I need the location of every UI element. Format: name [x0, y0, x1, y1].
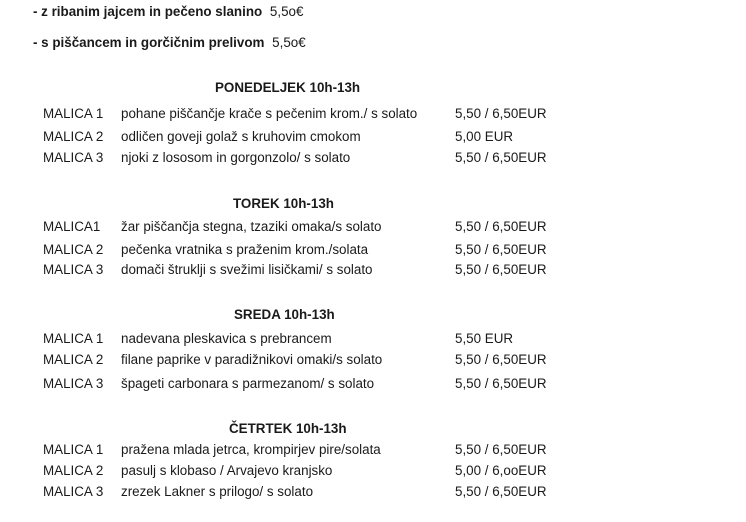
menu-dish: pražena mlada jetrca, krompirjev pire/solata: [121, 442, 381, 457]
menu-dish: nadevana pleskavica s prebrancem: [121, 331, 332, 346]
menu-label: MALICA 3: [43, 262, 104, 277]
menu-label: MALICA 2: [43, 463, 104, 478]
menu-dish: filane paprike v paradižnikovi omaki/s solato: [121, 352, 383, 367]
day-title-monday: PONEDELJEK 10h-13h: [215, 80, 361, 95]
menu-price: 5,50 / 6,50EUR: [455, 376, 547, 391]
menu-label: MALICA 3: [43, 484, 104, 499]
menu-dish: pohane piščančje krače s pečenim krom./ s solato: [121, 106, 418, 121]
day-title-thursday: ČETRTEK 10h-13h: [229, 421, 347, 436]
menu-price: 5,50 / 6,50EUR: [455, 352, 547, 367]
day-title-wednesday: SREDA 10h-13h: [234, 307, 335, 322]
menu-price: 5,50 / 6,50EUR: [455, 106, 547, 121]
menu-dish: odličen goveji golaž s kruhovim cmokom: [121, 129, 361, 144]
menu-price: 5,50 / 6,50EUR: [455, 442, 547, 457]
menu-label: MALICA 1: [43, 106, 104, 121]
menu-dish: pasulj s klobaso / Arvajevo kranjsko: [121, 463, 333, 478]
menu-dish: žar piščančja stegna, tzaziki omaka/s solato: [121, 219, 382, 234]
menu-label: MALICA 1: [43, 442, 104, 457]
menu-price: 5,50 / 6,50EUR: [455, 262, 547, 277]
menu-price: 5,50 / 6,50EUR: [455, 150, 547, 165]
menu-price: 5,50 / 6,50EUR: [455, 484, 547, 499]
menu-label: MALICA 2: [43, 129, 104, 144]
menu-price: 5,50 / 6,50EUR: [455, 242, 547, 257]
menu-label: MALICA 2: [43, 242, 104, 257]
menu-price: 5,00 EUR: [455, 129, 514, 144]
menu-label: MALICA 2: [43, 352, 104, 367]
menu-dish: domači štruklji s svežimi lisičkami/ s solato: [121, 262, 373, 277]
intro-dish-price: 5,5o€: [272, 35, 306, 50]
intro-dish-price: 5,5o€: [269, 4, 304, 19]
intro-line-1: [33, 4, 303, 19]
intro-line-2: [33, 35, 306, 50]
menu-label: MALICA 1: [43, 331, 104, 346]
intro-dish-name: - z ribanim jajcem in pečeno slanino: [33, 4, 263, 19]
menu-price: 5,50 / 6,50EUR: [455, 219, 547, 234]
menu-price: 5,50 EUR: [455, 331, 514, 346]
day-title-tuesday: TOREK 10h-13h: [233, 196, 334, 211]
intro-dish-name: - s piščancem in gorčičnim prelivom: [33, 35, 265, 50]
menu-dish: zrezek Lakner s prilogo/ s solato: [121, 484, 314, 499]
menu-label: MALICA 3: [43, 150, 104, 165]
menu-label: MALICA 3: [43, 376, 104, 391]
menu-label: MALICA1: [43, 219, 101, 234]
menu-dish: njoki z lososom in gorgonzolo/ s solato: [121, 150, 351, 165]
menu-dish: pečenka vratnika s praženim krom./solata: [121, 242, 369, 257]
menu-dish: špageti carbonara s parmezanom/ s solato: [121, 376, 375, 391]
menu-price: 5,00 / 6,ooEUR: [455, 463, 547, 478]
